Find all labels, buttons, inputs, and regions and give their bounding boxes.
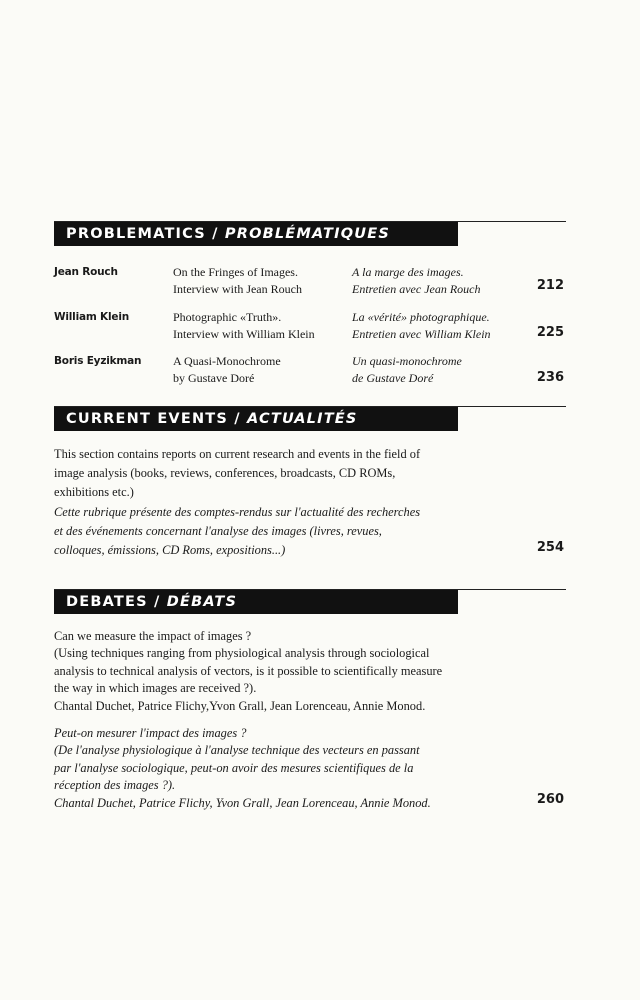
page-number: 254 (536, 540, 564, 555)
text-line: analysis to technical analysis of vectors, is it possible to scientifically measure (54, 663, 443, 678)
title-line: by Gustave Doré (173, 371, 255, 385)
text-line: (De l'analyse physiologique à l'analyse technique des vecteurs en passant (54, 743, 420, 758)
entry-title-english (173, 309, 343, 343)
text-line: et des événements concernant l'analyse des images (livres, revues, (54, 524, 382, 538)
entry-author: Jean Rouch (54, 266, 118, 278)
toc-entry (54, 353, 566, 387)
problematics-section (54, 221, 566, 391)
title-line: Un quasi-monochrome (352, 354, 462, 368)
text-line: Peut-on mesurer l'impact des images ? (54, 726, 247, 740)
toc-entry (54, 309, 566, 343)
text-line: Cette rubrique présente des comptes-rendus sur l'actualité des recherches (54, 505, 421, 519)
text-line: exhibitions etc.) (54, 485, 134, 499)
title-line: Entretien avec Jean Rouch (352, 282, 481, 296)
problematics-heading (54, 222, 458, 246)
heading-french: DÉBATS (166, 594, 238, 610)
entry-title-french (352, 353, 532, 387)
title-line: On the Fringes of Images. (173, 265, 298, 279)
title-line: La «vérité» photographique. (352, 310, 490, 324)
description-french (54, 503, 474, 560)
text-line: Can we measure the impact of images ? (54, 629, 252, 643)
text-line: colloques, émissions, CD Roms, expositions...) (54, 543, 286, 557)
page-number: 236 (536, 370, 564, 385)
title-line: Photographic «Truth». (173, 310, 282, 324)
current-events-section (54, 406, 566, 576)
toc-entry (54, 264, 566, 298)
title-line: Entretien avec William Klein (352, 327, 491, 341)
heading-english: CURRENT EVENTS / (66, 411, 248, 427)
text-line: Chantal Duchet, Patrice Flichy, Yvon Grall, Jean Lorenceau, Annie Monod. (54, 795, 431, 810)
text-line: (Using techniques ranging from physiological analysis through sociological (54, 646, 430, 661)
description-english (54, 628, 474, 715)
title-line: Interview with Jean Rouch (173, 282, 302, 296)
page-number: 212 (536, 278, 564, 293)
text-line: Chantal Duchet, Patrice Flichy,Yvon Grall, Jean Lorenceau, Annie Monod. (54, 698, 426, 713)
description-english (54, 445, 474, 502)
heading-french: ACTUALITÉS (247, 411, 358, 427)
debates-section (54, 589, 566, 819)
title-line: A Quasi-Monochrome (173, 354, 281, 368)
text-line: réception des images ?). (54, 778, 176, 793)
debates-heading (54, 590, 458, 614)
entry-title-french (352, 309, 532, 343)
text-line: This section contains reports on current research and events in the field of (54, 447, 421, 461)
entry-author: Boris Eyzikman (54, 355, 142, 367)
current-events-heading (54, 407, 458, 431)
entry-title-english (173, 353, 343, 387)
page-number: 260 (536, 792, 564, 807)
description-french (54, 725, 474, 812)
entry-title-english (173, 264, 343, 298)
text-line: par l'analyse sociologique, peut-on avoir des mesures scientifiques de la (54, 760, 414, 775)
heading-english: DEBATES / (66, 594, 167, 610)
heading-french: PROBLÉMATIQUES (224, 226, 390, 242)
page-number: 225 (536, 325, 564, 340)
entry-author: William Klein (54, 311, 129, 323)
heading-english: PROBLEMATICS / (66, 226, 225, 242)
title-line: de Gustave Doré (352, 371, 434, 385)
title-line: A la marge des images. (352, 265, 464, 279)
title-line: Interview with William Klein (173, 327, 315, 341)
entry-title-french (352, 264, 532, 298)
text-line: the way in which images are received ?). (54, 681, 257, 696)
text-line: image analysis (books, reviews, conferences, broadcasts, CD ROMs, (54, 466, 396, 480)
